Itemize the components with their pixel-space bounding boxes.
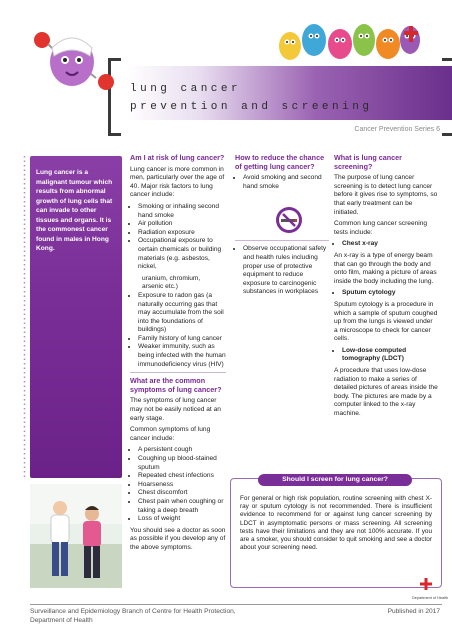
screening-box-text: For general or high risk population, routine screening with chest X-ray or sputum cytology is not recommended. There is insufficient evidence to recommend for or against lung cancer screening by LDCT in asymptomatic persons or mass screening. All screening tests have their limitations and they are not 100% accurate. If you are a smoker, you should consider to quit smoking and see a doctor about your screening need. <box>240 495 432 552</box>
symptom-item: • A persistent cough <box>138 446 226 455</box>
dotted-divider <box>23 156 26 478</box>
risk-item: • Occupational exposure to certain chemicals or building materials (e.g. asbestos, nickel, <box>138 237 226 271</box>
risk-item: • Family history of lung cancer <box>138 335 226 344</box>
xray-text: An x-ray is a type of energy beam that can go through the body and onto film, making a picture of areas inside the body including the lung. <box>334 251 437 285</box>
prevention-list-2 <box>235 245 329 297</box>
screening-heading: What is lung cancer screening? <box>334 153 402 171</box>
section-divider <box>130 372 226 373</box>
sputum-title: • Sputum cytology <box>342 289 438 298</box>
symptom-item: • Coughing up blood-stained sputum <box>138 455 226 472</box>
section-divider <box>235 240 329 241</box>
ldct-text: A procedure that uses low-dose radiation to make a series of detailed pictures of areas inside the body. The pictures are made by a computer linked to the x-ray machine. <box>334 367 438 418</box>
prevention-item: • Avoid smoking and second hand smoke <box>243 174 329 191</box>
symptom-outro: You should see a doctor as soon as possible if you develop any of the above symptoms. <box>130 526 226 551</box>
sputum-list <box>334 289 438 298</box>
risk-list-2 <box>130 292 226 369</box>
xray-title: • Chest x-ray <box>342 240 438 249</box>
risk-sub-item: arsenic etc.) <box>142 283 178 291</box>
screening-box-title: Should I screen for lung cancer? <box>258 474 412 486</box>
footer-divider <box>30 604 442 605</box>
risk-intro: Lung cancer is more common in men, particularly over the age of 40. Major risk factors to lung cancer include: <box>130 165 225 199</box>
footer-publisher-line2: Department of Health <box>30 616 93 624</box>
symptom-item: • Loss of weight <box>138 515 226 524</box>
screening-info-column <box>334 154 438 422</box>
xray-list <box>334 240 438 249</box>
ldct-list <box>334 347 438 364</box>
footer-published-date: Published in 2017 <box>387 608 440 615</box>
symptom-item: • Chest discomfort <box>138 489 226 498</box>
screening-intro: The purpose of lung cancer screening is to detect lung cancer before it gives rise to symptoms, so that early treatment can be initiated. <box>334 174 438 216</box>
risk-item: • Weaker immunity, such as being infected with the human immunodeficiency virus (HIV) <box>138 343 226 369</box>
risk-sub-list <box>130 275 226 292</box>
department-of-health-logo-icon <box>420 578 432 590</box>
risk-item: • Air pollution <box>138 220 226 229</box>
risk-item: • Radiation exposure <box>138 229 226 238</box>
risk-heading: Am I at risk of lung cancer? <box>130 153 225 162</box>
sputum-text: Sputum cytology is a procedure in which a sample of sputum coughed up from the lungs is viewed under a microscope to check for cancer cells. <box>334 300 438 343</box>
footer-publisher-line1: Surveillance and Epidemiology Branch of Centre for Health Protection, <box>30 608 236 615</box>
elderly-jogging-photo <box>30 484 122 588</box>
red-cross-icon <box>404 26 418 42</box>
symptom-item: • Hoarseness <box>138 481 226 490</box>
symptom-intro-2: Common symptoms of lung cancer include: <box>130 426 211 442</box>
symptom-item: • Repeated chest infections <box>138 472 226 481</box>
symptom-list <box>130 446 226 523</box>
risk-item: • Exposure to radon gas (a naturally occurring gas that may accumulate from the soil into the foundations of buildings) <box>138 292 226 335</box>
page-title-line1: lung cancer <box>130 83 242 95</box>
logo-label: Department of Health <box>412 596 449 600</box>
prevention-heading: How to reduce the chance of getting lung cancer? <box>235 153 325 171</box>
footer-publisher <box>30 608 270 626</box>
symptom-heading: What are the common symptoms of lung cancer? <box>130 376 222 394</box>
risk-list <box>130 203 226 272</box>
risk-sub-item: uranium, chromium, <box>142 274 201 282</box>
department-of-health-logo <box>412 577 449 600</box>
sidebar-text: Lung cancer is a malignant tumour which results from abnormal growth of lung cells that can invade to other tissues and organs. It is the commonest cancer found in males in Hong Kong. <box>36 169 113 252</box>
prevention-item: • Observe occupational safety and health rules including proper use of protective equipment to reduce exposure to carcinogenic substances in workplaces <box>243 245 329 297</box>
risk-item: • Smoking or inhaling second hand smoke <box>138 203 226 220</box>
page-title-line2: prevention and screening <box>130 101 373 113</box>
title-bracket-right <box>442 58 452 136</box>
no-smoking-icon <box>275 206 303 234</box>
symptom-item: • Chest pain when coughing or taking a deep breath <box>138 498 226 515</box>
risk-column <box>130 154 226 556</box>
series-label: Cancer Prevention Series 6 <box>354 126 440 133</box>
prevention-list <box>235 174 329 191</box>
symptom-intro: The symptoms of lung cancer may not be easily noticed at an early stage. <box>130 397 221 422</box>
mascot-icon <box>28 20 118 100</box>
ldct-title: • Low-dose computed tomography (LDCT) <box>342 347 438 364</box>
screening-intro-2: Common lung cancer screening tests include: <box>334 220 428 236</box>
